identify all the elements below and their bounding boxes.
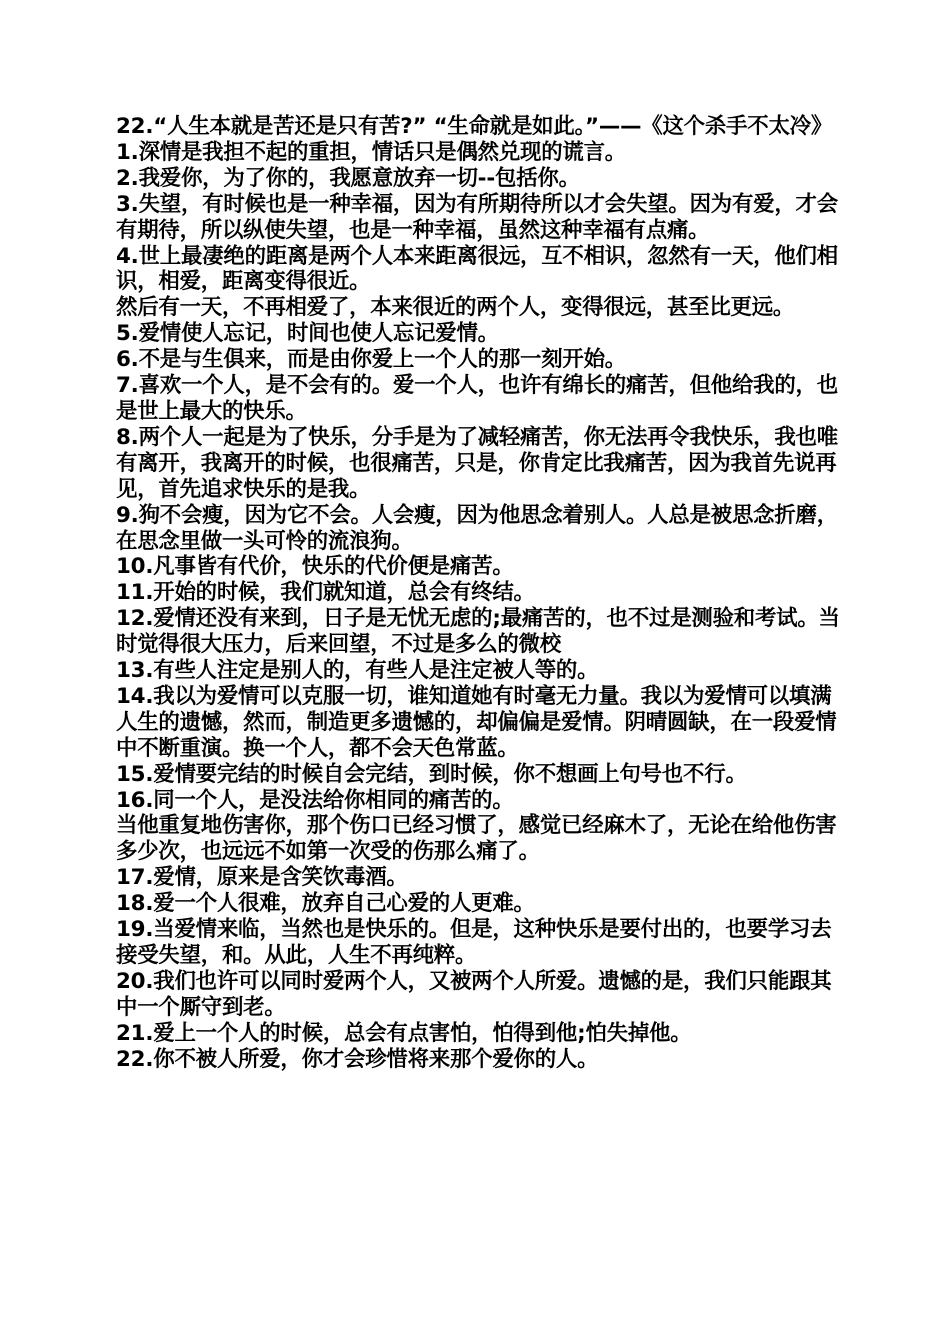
quote-title-line: 22.“人生本就是苦还是只有苦?” “生命就是如此。”——《这个杀手不太冷》 (116, 114, 833, 139)
quote-item-8: 8.两个人一起是为了快乐，分手是为了减轻痛苦，你无法再令我快乐，我也唯有离开，我离开的时候，也很痛苦，只是，你肯定比我痛苦，因为我首先说再见，首先追求快乐的是我。 (116, 424, 838, 502)
quote-item-11: 11.开始的时候，我们就知道，总会有终结。 (116, 580, 535, 606)
document-body (116, 114, 841, 1073)
quote-item-12: 12.爱情还没有来到，日子是无忧无虑的;最痛苦的，也不过是测验和考试。当时觉得很大压力，后来回望，不过是多么的微校 (116, 606, 840, 658)
quote-item-19: 19.当爱情来临，当然也是快乐的。但是，这种快乐是要付出的，也要学习去接受失望，和。从此，人生不再纯粹。 (116, 917, 832, 968)
quote-item-14: 14.我以为爱情可以克服一切，谁知道她有时毫无力量。我以为爱情可以填满人生的遗憾，然而，制造更多遗憾的，却偏偏是爱情。阴晴圆缺，在一段爱情中不断重演。换一个人，都不会天色常蓝。 (116, 683, 837, 761)
quote-item-6: 6.不是与生俱来，而是由你爱上一个人的那一刻开始。 (116, 347, 626, 373)
quote-item-21: 21.爱上一个人的时候，总会有点害怕，怕得到他;怕失掉他。 (116, 1020, 692, 1046)
quote-item-1: 1.深情是我担不起的重担，情话只是偶然兑现的谎言。 (116, 139, 626, 165)
quote-item-18: 18.爱一个人很难，放弃自己心爱的人更难。 (116, 891, 535, 917)
quote-item-17: 17.爱情，原来是含笑饮毒酒。 (116, 865, 408, 891)
quote-item-16: 16.同一个人，是没法给你相同的痛苦的。 (116, 787, 514, 813)
quote-item-10: 10.凡事皆有代价，快乐的代价便是痛苦。 (116, 554, 514, 580)
quote-item-4: 4.世上最凄绝的距离是两个人本来距离很远，互不相识，忽然有一天，他们相识，相爱，距离变得很近。 (116, 243, 838, 295)
quote-item-5: 5.爱情使人忘记，时间也使人忘记爱情。 (116, 321, 499, 347)
quote-item-3: 3.失望，有时候也是一种幸福，因为有所期待所以才会失望。因为有爱，才会有期待，所以纵使失望，也是一种幸福，虽然这种幸福有点痛。 (116, 191, 838, 243)
quote-item-4-continued: 然后有一天，不再相爱了，本来很近的两个人，变得很远，甚至比更远。 (116, 295, 795, 321)
quote-item-9: 9.狗不会瘦，因为它不会。人会瘦，因为他思念着别人。人总是被思念折磨，在思念里做一头可怜的流浪狗。 (116, 502, 838, 554)
quote-item-16-continued: 当他重复地伤害你，那个伤口已经习惯了，感觉已经麻木了，无论在给他伤害多少次，也远远不如第一次受的伤那么痛了。 (116, 813, 837, 865)
quote-item-2: 2.我爱你，为了你的，我愿意放弃一切--包括你。 (116, 165, 580, 191)
quote-item-15: 15.爱情要完结的时候自会完结，到时候，你不想画上句号也不行。 (116, 761, 747, 787)
quote-item-13: 13.有些人注定是别人的，有些人是注定被人等的。 (116, 658, 599, 684)
quote-item-7: 7.喜欢一个人，是不会有的。爱一个人，也许有绵长的痛苦，但他给我的，也是世上最大的快乐。 (116, 373, 838, 424)
quote-item-20: 20.我们也许可以同时爱两个人，又被两个人所爱。遗憾的是，我们只能跟其中一个厮守到老。 (116, 968, 832, 1020)
quote-item-22: 22.你不被人所爱，你才会珍惜将来那个爱你的人。 (116, 1046, 599, 1072)
